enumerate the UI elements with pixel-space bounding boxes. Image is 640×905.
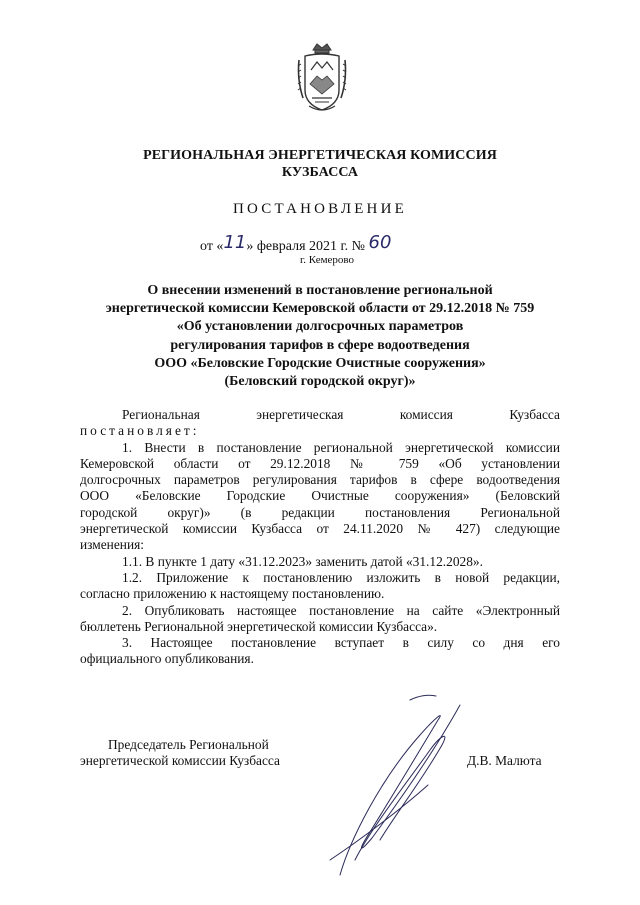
subject-line: (Беловский городской округ)» [224, 374, 416, 390]
paragraph-1-line: городской округ)» (в редакции постановления Региональной [80, 504, 560, 520]
paragraph-2-line: 2. Опубликовать настоящее постановление на сайте «Электронный [122, 602, 560, 618]
paragraph-1-2-line: согласно приложению к настоящему постановлению. [80, 586, 385, 602]
paragraph-1-line: долгосрочных параметров регулирования тарифов в сфере водоотведения [80, 472, 560, 488]
subject-heading [80, 282, 560, 391]
signatory-name: Д.В. Малюта [467, 753, 542, 768]
date-day: 11 [223, 232, 247, 253]
paragraph-1-line: изменения: [80, 537, 145, 553]
paragraph-3-line: официального опубликования. [80, 651, 254, 667]
organization-name-line2: КУЗБАССА [281, 165, 359, 180]
paragraph-1-line: 1. Внести в постановление региональной энергетической комиссии [122, 439, 560, 455]
intro-word: Региональная [122, 407, 200, 422]
organization-name-line1: РЕГИОНАЛЬНАЯ ЭНЕРГЕТИЧЕСКАЯ КОМИССИЯ [143, 148, 497, 163]
signatory-title-line: энергетической комиссии Кузбасса [80, 753, 280, 769]
subject-line: О внесении изменений в постановление региональной [147, 283, 493, 298]
paragraph-1-line: ООО «Беловские Городские Очистные сооружения» (Беловский [80, 488, 560, 504]
document-number: 60 [368, 232, 392, 253]
paragraph-1-line: Кемеровской области от 29.12.2018 № 759 «Об установлении [80, 455, 560, 471]
date-line [200, 234, 500, 255]
subject-line: ООО «Беловские Городские Очистные сооружения» [154, 355, 486, 371]
subject-line: «Об установлении долгосрочных параметров [176, 319, 464, 335]
subject-line: регулирования тарифов в сфере водоотведения [170, 337, 470, 353]
document-type: ПОСТАНОВЛЕНИЕ [233, 201, 407, 217]
paragraph-1-line: энергетической комиссии Кузбасса от 24.11.2020 № 427) следующие [80, 521, 560, 537]
kuzbass-coat-of-arms-icon [295, 40, 349, 114]
intro-line [80, 407, 560, 423]
paragraph-3-line: 3. Настоящее постановление вступает в силу со дня его [122, 635, 560, 651]
city: г. Кемерово [300, 254, 355, 266]
date-prefix: от « [200, 239, 224, 254]
subject-line: энергетической комиссии Кемеровской области от 29.12.2018 № 759 [105, 301, 535, 317]
intro-word: комиссия [399, 407, 453, 422]
signatory-title [80, 737, 280, 770]
intro-word: энергетическая [256, 407, 344, 422]
date-middle: » февраля 2021 г. № [246, 239, 369, 254]
document-body [80, 407, 560, 668]
resolves-word: постановляет: [80, 423, 200, 439]
paragraph-2-line: бюллетень Региональной энергетической комиссии Кузбасса». [80, 618, 438, 634]
paragraph-1-1: 1.1. В пункте 1 дату «31.12.2023» заменить датой «31.12.2028». [122, 553, 483, 569]
signatory-title-line: Председатель Региональной [108, 737, 269, 752]
intro-word: Кузбасса [509, 407, 560, 422]
handwritten-signature [310, 690, 470, 880]
paragraph-1-2-line: 1.2. Приложение к постановлению изложить в новой редакции, [122, 569, 560, 585]
